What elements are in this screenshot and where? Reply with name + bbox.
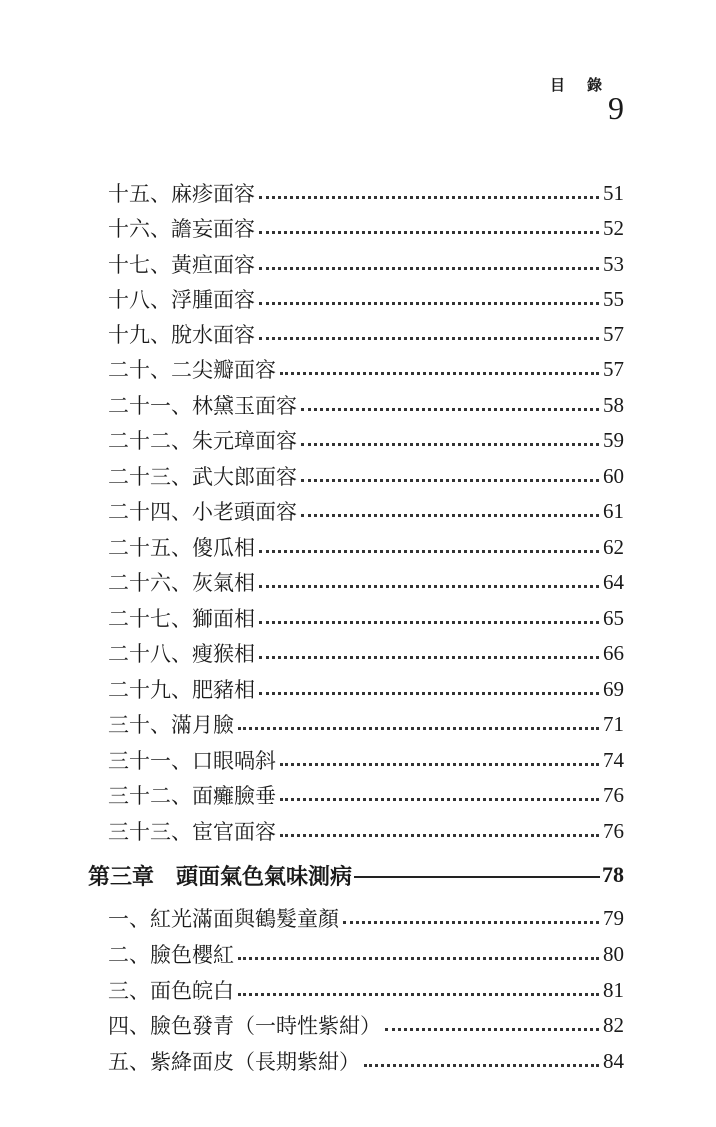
toc-entry-title: 十九、脫水面容 [108,323,255,347]
toc-entry-page: 79 [603,905,624,930]
toc-entry [108,780,624,810]
toc-entry [108,390,624,420]
toc-entry-page: 69 [603,676,624,701]
chapter-title: 第三章 頭面氣色氣味測病 [88,863,353,890]
dot-leader [259,196,599,199]
toc-entry [108,674,624,704]
dot-leader [259,267,599,270]
toc-entry [108,354,624,384]
toc-entry-title: 二十三、武大郎面容 [108,465,297,489]
toc-entry-title: 十五、麻疹面容 [108,182,255,206]
toc-entry [108,496,624,526]
toc-entry-title: 二十九、肥豬相 [108,678,255,702]
toc-entry-page: 76 [603,782,624,807]
dot-leader [364,1064,599,1067]
dot-leader [259,302,599,305]
toc-entry-page: 52 [603,215,624,240]
toc-entry-page: 65 [603,605,624,630]
toc-entry [108,939,624,969]
toc-entry [108,1010,624,1040]
dot-leader [259,550,599,553]
toc-entry-title: 一、紅光滿面與鶴髮童顏 [108,907,339,931]
toc-entry-page: 74 [603,747,624,772]
dot-leader [280,798,599,801]
toc-entry-page: 57 [603,321,624,346]
toc-entry-page: 80 [603,941,624,966]
toc-entry-page: 57 [603,356,624,381]
header-label: 目錄 [549,76,624,94]
toc-entry-title: 二十七、獅面相 [108,607,255,631]
toc-entry [108,1046,624,1076]
toc-entry-page: 71 [603,711,624,736]
toc-entry [108,816,624,846]
toc-entry-title: 二十五、傻瓜相 [108,536,255,560]
page-number: 9 [608,90,624,126]
toc-entry-title: 二十四、小老頭面容 [108,500,297,524]
toc-entry-page: 60 [603,463,624,488]
chapter-heading [88,858,624,892]
dot-leader [259,656,599,659]
toc-entry [108,532,624,562]
dot-leader [280,372,599,375]
toc-entry [108,638,624,668]
toc-entry-page: 62 [603,534,624,559]
dot-leader [259,692,599,695]
chapter-page: 78 [602,862,624,887]
dot-leader [280,763,599,766]
toc-entry-page: 66 [603,640,624,665]
toc-entry [108,425,624,455]
dot-leader [259,585,599,588]
dot-leader [385,1028,599,1031]
toc-entry-title: 三十一、口眼喎斜 [108,749,276,773]
toc-entry [108,461,624,491]
toc-entry-page: 82 [603,1012,624,1037]
toc-entry [108,178,624,208]
toc-entry-page: 64 [603,569,624,594]
dot-leader [259,231,599,234]
chapter-rule [354,876,600,878]
toc-entry-title: 三十二、面癱臉垂 [108,784,276,808]
toc-entry-page: 51 [603,180,624,205]
toc-entry-title: 三十三、宦官面容 [108,820,276,844]
toc-entry-title: 二、臉色櫻紅 [108,943,234,967]
toc-entry-page: 59 [603,427,624,452]
dot-leader [301,479,599,482]
dot-leader [238,727,599,730]
toc-entry-title: 十六、譫妄面容 [108,217,255,241]
toc-entry-page: 76 [603,818,624,843]
dot-leader [301,443,599,446]
toc-entry [108,567,624,597]
dot-leader [343,921,599,924]
toc-entry [108,319,624,349]
toc-entry-page: 55 [603,286,624,311]
toc-entry [108,745,624,775]
toc-entry-title: 十八、浮腫面容 [108,288,255,312]
toc-entry-title: 二十、二尖瓣面容 [108,358,276,382]
toc-entry-title: 十七、黃疸面容 [108,253,255,277]
toc-entry-title: 三、面色皖白 [108,979,234,1003]
toc-entry [108,249,624,279]
dot-leader [301,408,599,411]
toc-entry-title: 二十一、林黛玉面容 [108,394,297,418]
dot-leader [259,337,599,340]
dot-leader [301,514,599,517]
toc-entry-page: 58 [603,392,624,417]
dot-leader [238,993,599,996]
dot-leader [259,621,599,624]
toc-entry-page: 61 [603,498,624,523]
toc-entry-title: 五、紫絳面皮（長期紫紺） [108,1050,360,1074]
toc-entry-title: 三十、滿月臉 [108,713,234,737]
toc-entry [108,213,624,243]
toc-entry-page: 81 [603,977,624,1002]
toc-entry-title: 二十二、朱元璋面容 [108,429,297,453]
dot-leader [238,957,599,960]
toc-entry-page: 53 [603,251,624,276]
toc-entry-title: 四、臉色發青（一時性紫紺） [108,1014,381,1038]
toc-entry [108,603,624,633]
toc-entry-title: 二十八、瘦猴相 [108,642,255,666]
dot-leader [280,834,599,837]
toc-entry [108,903,624,933]
toc-entry-page: 84 [603,1048,624,1073]
toc-entry [108,975,624,1005]
toc-entry [108,709,624,739]
toc-entry [108,284,624,314]
toc-entry-title: 二十六、灰氣相 [108,571,255,595]
